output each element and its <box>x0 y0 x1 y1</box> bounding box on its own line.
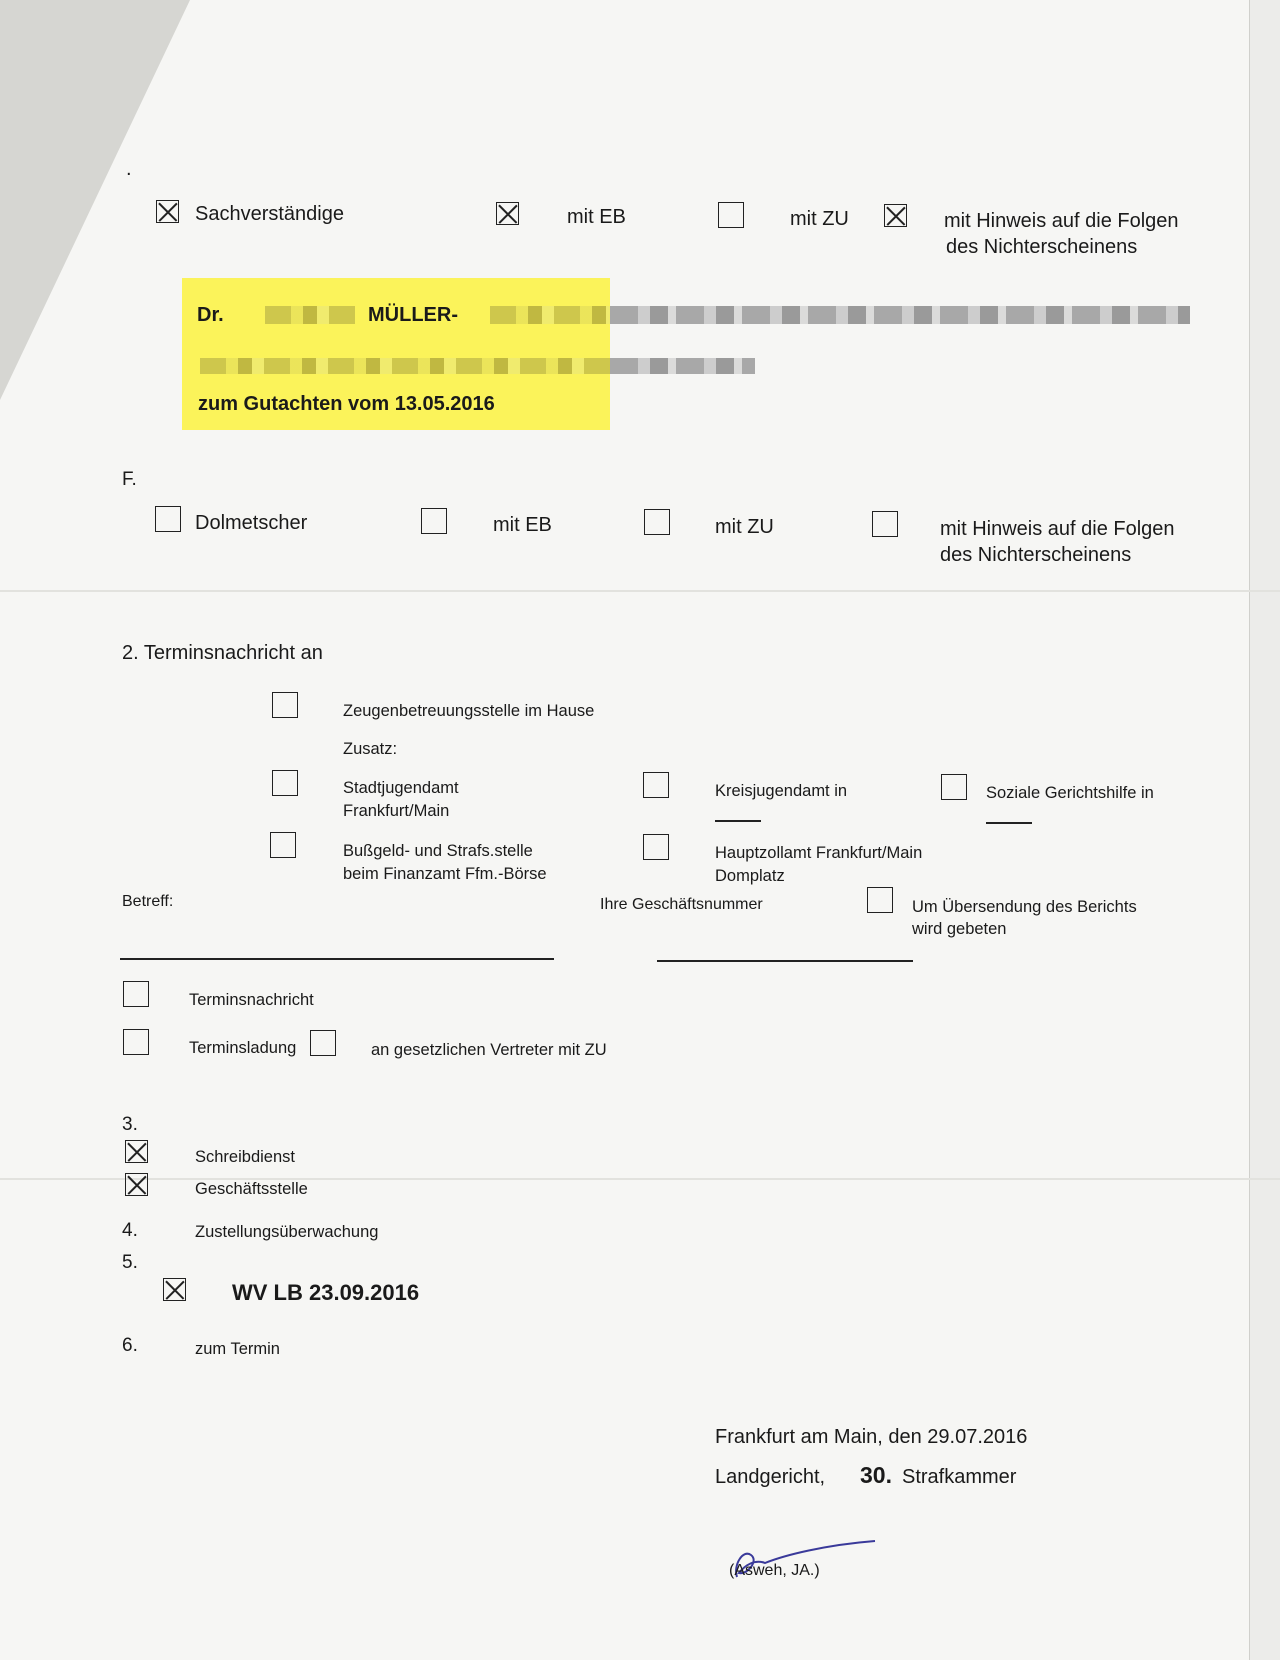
geschaeftsstelle-label: Geschäftsstelle <box>195 1180 308 1198</box>
schreibdienst-checkbox[interactable] <box>125 1140 148 1163</box>
soziale-checkbox[interactable] <box>941 774 967 800</box>
schreibdienst-label: Schreibdienst <box>195 1148 295 1166</box>
dolmetscher-hinweis-line2: des Nichterscheinens <box>940 544 1132 566</box>
kreisjugendamt-line <box>715 820 761 822</box>
terminsnachricht-checkbox[interactable] <box>123 981 149 1007</box>
redacted-text <box>610 358 755 374</box>
dolmetscher-mit-zu-checkbox[interactable] <box>644 509 670 535</box>
mit-zu-checkbox[interactable] <box>718 202 744 228</box>
zeugen-label: Zeugenbetreuungsstelle im Hause <box>343 702 595 720</box>
hinweis-checkbox[interactable] <box>884 204 907 227</box>
stadtjugendamt-line1: Stadtjugendamt <box>343 779 459 797</box>
redacted-text <box>265 306 355 324</box>
geschaeftsnummer-line[interactable] <box>657 960 913 962</box>
fold-crease <box>0 590 1280 592</box>
section-marker: . <box>126 158 132 180</box>
bussgeld-line1: Bußgeld- und Strafs.stelle <box>343 842 533 860</box>
bussgeld-line2: beim Finanzamt Ffm.-Börse <box>343 865 547 883</box>
section-3-marker: 3. <box>122 1114 138 1135</box>
stadtjugendamt-checkbox[interactable] <box>272 770 298 796</box>
section-6-label: zum Termin <box>195 1340 280 1358</box>
uebersendung-line1: Um Übersendung des Berichts <box>912 898 1137 916</box>
mit-eb-label: mit EB <box>567 206 626 228</box>
kreisjugendamt-checkbox[interactable] <box>643 772 669 798</box>
terminsnachricht-label: Terminsnachricht <box>189 991 314 1009</box>
addressee-name: MÜLLER- <box>368 304 458 326</box>
uebersendung-checkbox[interactable] <box>867 887 893 913</box>
uebersendung-line2: wird gebeten <box>912 920 1007 938</box>
geschaeftsstelle-checkbox[interactable] <box>125 1173 148 1196</box>
redacted-text <box>490 306 610 324</box>
vertreter-checkbox[interactable] <box>310 1030 336 1056</box>
hauptzollamt-line2: Domplatz <box>715 867 785 885</box>
mit-zu-label: mit ZU <box>790 208 849 230</box>
betreff-label: Betreff: <box>122 893 174 910</box>
vertreter-label: an gesetzlichen Vertreter mit ZU <box>371 1041 607 1059</box>
zeugen-checkbox[interactable] <box>272 692 298 718</box>
signatory: (Asweh, JA.) <box>729 1562 820 1579</box>
section-2-heading: 2. Terminsnachricht an <box>122 642 323 664</box>
wv-checkbox[interactable] <box>163 1278 186 1301</box>
dolmetscher-mit-eb-label: mit EB <box>493 514 552 536</box>
geschaeftsnummer-label: Ihre Geschäftsnummer <box>600 896 763 913</box>
soziale-line <box>986 822 1032 824</box>
hauptzollamt-checkbox[interactable] <box>643 834 669 860</box>
addressee-title: Dr. <box>197 304 224 326</box>
section-f-marker: F. <box>122 469 137 490</box>
section-4-label: Zustellungsüberwachung <box>195 1223 379 1241</box>
page-edge <box>1249 0 1280 1660</box>
mit-eb-checkbox[interactable] <box>496 202 519 225</box>
fold-crease <box>0 1178 1280 1180</box>
stadtjugendamt-line2: Frankfurt/Main <box>343 802 450 820</box>
wv-label: WV LB 23.09.2016 <box>232 1280 420 1305</box>
dolmetscher-hinweis-checkbox[interactable] <box>872 511 898 537</box>
dolmetscher-hinweis-line1: mit Hinweis auf die Folgen <box>940 518 1175 540</box>
gutachten-line: zum Gutachten vom 13.05.2016 <box>198 393 495 415</box>
redacted-text <box>610 306 1190 324</box>
sachverstaendige-label: Sachverständige <box>195 203 344 225</box>
chamber-label: Strafkammer <box>902 1466 1017 1488</box>
terminsladung-checkbox[interactable] <box>123 1029 149 1055</box>
sachverstaendige-checkbox[interactable] <box>156 200 179 223</box>
place-date: Frankfurt am Main, den 29.07.2016 <box>715 1426 1028 1448</box>
bussgeld-checkbox[interactable] <box>270 832 296 858</box>
terminsladung-label: Terminsladung <box>189 1039 297 1057</box>
dolmetscher-mit-zu-label: mit ZU <box>715 516 774 538</box>
redacted-text <box>200 358 610 374</box>
court-label: Landgericht, <box>715 1466 826 1488</box>
dolmetscher-checkbox[interactable] <box>155 506 181 532</box>
hauptzollamt-line1: Hauptzollamt Frankfurt/Main <box>715 844 923 862</box>
kreisjugendamt-label: Kreisjugendamt in <box>715 782 848 800</box>
section-4-marker: 4. <box>122 1220 138 1241</box>
hinweis-label-line1: mit Hinweis auf die Folgen <box>944 210 1179 232</box>
hinweis-label-line2: des Nichterscheinens <box>946 236 1138 258</box>
betreff-line[interactable] <box>120 958 554 960</box>
soziale-label: Soziale Gerichtshilfe in <box>986 784 1154 802</box>
dolmetscher-mit-eb-checkbox[interactable] <box>421 508 447 534</box>
dolmetscher-label: Dolmetscher <box>195 512 308 534</box>
zusatz-label: Zusatz: <box>343 740 398 758</box>
section-6-marker: 6. <box>122 1335 138 1356</box>
chamber-number: 30. <box>860 1462 892 1488</box>
section-5-marker: 5. <box>122 1252 138 1273</box>
